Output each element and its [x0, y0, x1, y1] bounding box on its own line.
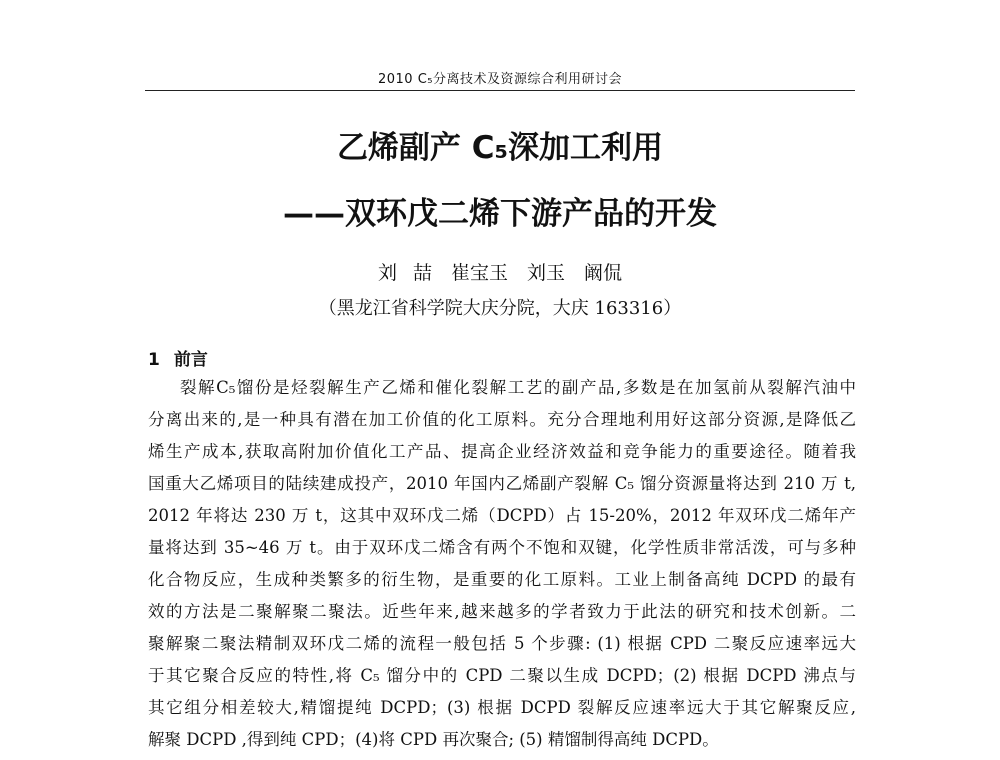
body-line: 分离出来的,是一种具有潜在加工价值的化工原料。充分合理地利用好这部分资源,是降低乙 [148, 410, 856, 429]
paper-title: 乙烯副产 C₅深加工利用 [336, 130, 664, 166]
body-line: 烯生产成本,获取高附加价值化工产品、提高企业经济效益和竞争能力的重要途径。随着我 [148, 442, 856, 461]
running-header: 2010 C₅分离技术及资源综合利用研讨会 [377, 72, 622, 87]
body-line: 于其它聚合反应的特性,将 C₅ 馏分中的 CPD 二聚以生成 DCPD；(2) 根据 DCPD 沸点与 [148, 666, 856, 685]
section-heading [148, 345, 208, 370]
body-line: 解聚 DCPD ,得到纯 CPD；(4)将 CPD 再次聚合; (5) 精馏制得高纯 DCPD。 [148, 730, 719, 749]
body-line: 国重大乙烯项目的陆续建成投产，2010 年国内乙烯副产裂解 C₅ 馏分资源量将达到 210 万 t, [148, 474, 856, 493]
section-title: 前言 [173, 350, 208, 370]
body-line: 化合物反应，生成种类繁多的衍生物，是重要的化工原料。工业上制备高纯 DCPD 的最有 [148, 570, 856, 589]
body-line: 2012 年将达 230 万 t，这其中双环戊二烯（DCPD）占 15-20%，2012 年双环戊二烯年产 [148, 506, 856, 525]
body-line: 量将达到 35~46 万 t。由于双环戊二烯含有两个不饱和双键，化学性质非常活泼，可与多种 [148, 538, 856, 557]
body-line: 其它组分相差较大,精馏提纯 DCPD；(3) 根据 DCPD 裂解反应速率远大于其它解聚反应, [148, 698, 856, 717]
author-list: 刘 喆 崔宝玉 刘玉 阚侃 [377, 262, 623, 284]
body-line: 裂解C₅馏份是烃裂解生产乙烯和催化裂解工艺的副产品,多数是在加氢前从裂解汽油中 [180, 378, 856, 397]
section-number: 1 [148, 350, 160, 370]
affiliation: （黑龙江省科学院大庆分院，大庆 163316） [318, 298, 682, 319]
paper-subtitle: ——双环戊二烯下游产品的开发 [283, 196, 717, 232]
header-rule [145, 90, 855, 91]
body-line: 聚解聚二聚法精制双环戊二烯的流程一般包括 5 个步骤: (1) 根据 CPD 二聚反应速率远大 [148, 634, 856, 653]
body-line: 效的方法是二聚解聚二聚法。近些年来,越来越多的学者致力于此法的研究和技术创新。二 [148, 602, 856, 621]
